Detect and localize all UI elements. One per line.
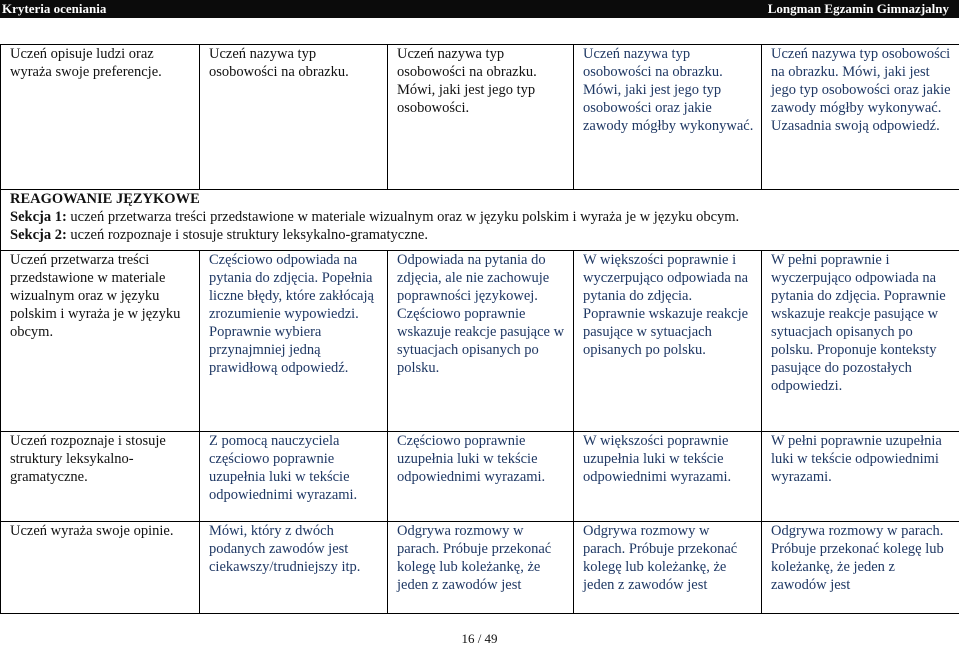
level-cell: Uczeń nazywa typ osobowości na obrazku. Mówi, jaki jest jego typ osobowości oraz jakie zawody mógłby wykonywać. Uzasadnia swoją odpowiedź.: [762, 45, 959, 190]
table-row: [1, 251, 959, 432]
section-cell: [1, 190, 959, 251]
section-1-text: uczeń przetwarza treści przedstawione w materiale wizualnym oraz w języku polskim i wyraża je w języku obcym.: [67, 209, 739, 225]
level-cell: Częściowo odpowiada na pytania do zdjęcia. Popełnia liczne błędy, które zakłócają zrozumienie wypowiedzi. Poprawnie wybiera przynajmniej jedną prawidłową odpowiedź.: [200, 251, 388, 432]
criterion-cell: Uczeń przetwarza treści przedstawione w materiale wizualnym oraz w języku polskim i wyraża je w języku obcym.: [1, 251, 200, 432]
criteria-table: [0, 44, 959, 614]
criterion-cell: Uczeń rozpoznaje i stosuje struktury leksykalno-gramatyczne.: [1, 432, 200, 522]
section-2-text: uczeń rozpoznaje i stosuje struktury leksykalno-gramatyczne.: [67, 227, 428, 243]
page-header-bar: [0, 0, 959, 18]
page-number: 16 / 49: [0, 631, 959, 647]
level-cell: Odgrywa rozmowy w parach. Próbuje przekonać kolegę lub koleżankę, że jeden z zawodów jest: [574, 522, 762, 614]
header-right-title: Longman Egzamin Gimnazjalny: [768, 1, 949, 17]
section-row: [1, 190, 959, 251]
level-cell: Uczeń nazywa typ osobowości na obrazku. Mówi, jaki jest jego typ osobowości oraz jakie zawody mógłby wykonywać.: [574, 45, 762, 190]
level-cell: Odgrywa rozmowy w parach. Próbuje przekonać kolegę lub koleżankę, że jeden z zawodów jest: [762, 522, 959, 614]
section-line-1: [10, 208, 953, 226]
section-2-label: Sekcja 2:: [10, 227, 67, 243]
level-cell: Mówi, który z dwóch podanych zawodów jest ciekawszy/trudniejszy itp.: [200, 522, 388, 614]
level-cell: Z pomocą nauczyciela częściowo poprawnie uzupełnia luki w tekście odpowiednimi wyrazami.: [200, 432, 388, 522]
table-row: [1, 45, 959, 190]
level-cell: Częściowo poprawnie uzupełnia luki w tekście odpowiednimi wyrazami.: [388, 432, 574, 522]
section-line-2: [10, 226, 953, 244]
level-cell: W większości poprawnie uzupełnia luki w tekście odpowiednimi wyrazami.: [574, 432, 762, 522]
level-cell: W większości poprawnie i wyczerpująco odpowiada na pytania do zdjęcia. Poprawnie wskazuje reakcje pasujące w sytuacjach opisanych po polsku.: [574, 251, 762, 432]
level-cell: Uczeń nazywa typ osobowości na obrazku. Mówi, jaki jest jego typ osobowości.: [388, 45, 574, 190]
table-row: [1, 432, 959, 522]
level-cell: Odgrywa rozmowy w parach. Próbuje przekonać kolegę lub koleżankę, że jeden z zawodów jest: [388, 522, 574, 614]
section-1-label: Sekcja 1:: [10, 209, 67, 225]
header-left-title: Kryteria oceniania: [2, 1, 106, 17]
level-cell: Uczeń nazywa typ osobowości na obrazku.: [200, 45, 388, 190]
section-title: REAGOWANIE JĘZYKOWE: [10, 190, 953, 208]
level-cell: Odpowiada na pytania do zdjęcia, ale nie zachowuje poprawności językowej. Częściowo poprawnie wskazuje reakcje pasujące w sytuacjach opisanych po polsku.: [388, 251, 574, 432]
level-cell: W pełni poprawnie uzupełnia luki w tekście odpowiednimi wyrazami.: [762, 432, 959, 522]
level-cell: W pełni poprawnie i wyczerpująco odpowiada na pytania do zdjęcia. Poprawnie wskazuje reakcje pasujące w sytuacjach opisanych po polsku. Proponuje konteksty pasujące do pozostałych odpowiedzi.: [762, 251, 959, 432]
table-row: [1, 522, 959, 614]
criterion-cell: Uczeń opisuje ludzi oraz wyraża swoje preferencje.: [1, 45, 200, 190]
criterion-cell: Uczeń wyraża swoje opinie.: [1, 522, 200, 614]
